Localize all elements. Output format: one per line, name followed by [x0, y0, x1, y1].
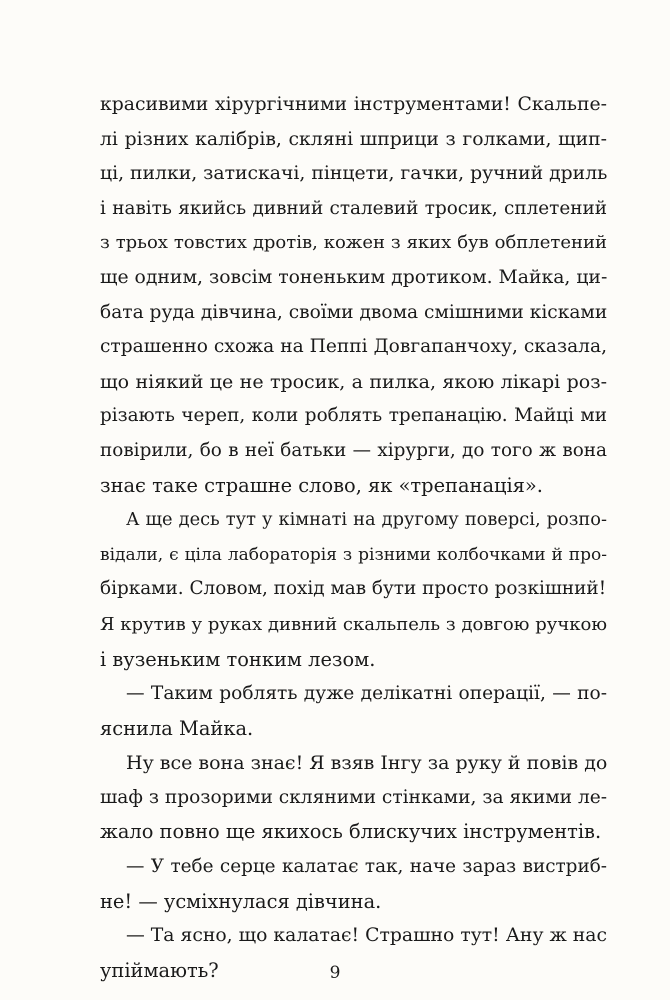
text-line: А ще десь тут у кімнаті на другому поверсі, розпо- — [126, 509, 607, 530]
paragraph-1 — [100, 88, 607, 503]
text-line: жало повно ще якихось блискучих інструментів. — [100, 820, 602, 844]
text-line: різають череп, коли роблять трепанацію. Майці ми — [100, 405, 607, 427]
text-line: Ну все вона знає! Я взяв Інгу за руку й повів до — [126, 752, 608, 774]
text-line: і вузеньким тонким лезом. — [100, 647, 376, 671]
text-line: знає таке страшне слово, як «трепанація». — [100, 473, 543, 497]
paragraph-3 — [100, 608, 607, 677]
text-line: яснила Майка. — [100, 716, 254, 740]
text-line: бірками. Словом, похід мав бути просто розкішний! — [100, 578, 607, 600]
text-line: бата руда дівчина, своїми двома смішними кісками — [100, 301, 608, 323]
text-line: шаф з прозорими скляними стінками, за якими ле- — [100, 786, 608, 808]
text-line: страшенно схожа на Пеппі Довгапанчоху, сказала, — [100, 336, 607, 358]
text-line: і навіть якийсь дивний сталевий тросик, сплетений — [100, 197, 607, 219]
text-line: упіймають? — [100, 958, 219, 982]
text-line: лі різних калібрів, скляні шприци з голками, щип- — [100, 128, 607, 150]
text-line: ще одним, зовсім тоненьким дротиком. Майка, ци- — [100, 266, 608, 288]
text-line: — Та ясно, що калатає! Страшно тут! Ану ж нас — [126, 925, 607, 946]
text-line: відали, є ціла лабораторія з різними колбочками й про- — [100, 544, 607, 565]
paragraph-2 — [100, 503, 607, 607]
paragraph-4 — [100, 677, 607, 746]
text-line: не! — усміхнулася дівчина. — [100, 889, 382, 913]
page-number: 9 — [329, 963, 341, 983]
text-line: з трьох товстих дротів, кожен з яких був обплетений — [100, 232, 607, 254]
text-line: що ніякий це не тросик, а пилка, якою лікарі роз- — [100, 370, 607, 393]
text-line: — Таким роблять дуже делікатні операції, — по- — [126, 683, 607, 704]
text-line: Я крутив у руках дивний скальпель з довгою ручкою — [100, 614, 607, 635]
text-line: повірили, бо в неї батьки — хірурги, до того ж вона — [100, 439, 607, 461]
text-line: — У тебе серце калатає так, наче зараз вистриб- — [126, 856, 607, 877]
paragraph-6 — [100, 850, 607, 919]
text-line: красивими хірургічними інструментами! Скальпе- — [100, 94, 607, 115]
text-line: ці, пилки, затискачі, пінцети, гачки, ручний дриль — [100, 163, 608, 185]
paragraph-5 — [100, 746, 607, 850]
